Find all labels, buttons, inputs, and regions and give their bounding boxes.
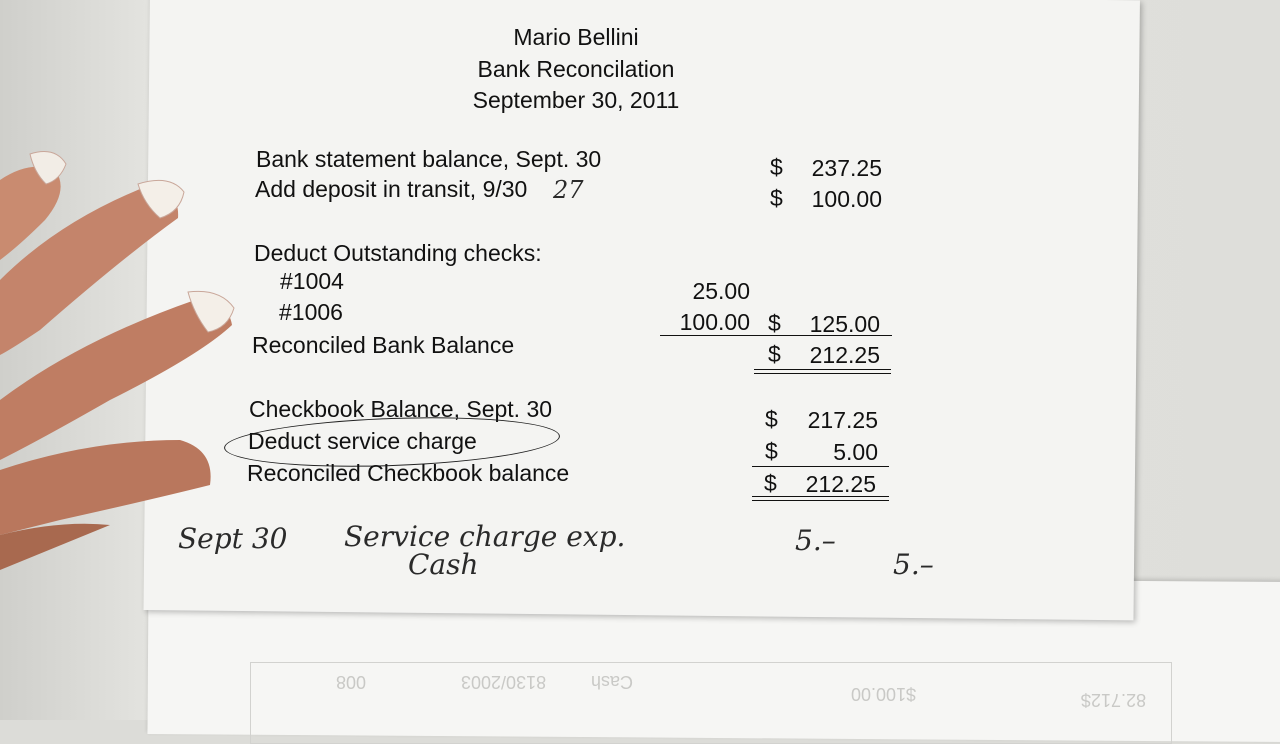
document-name: Mario Bellini [513, 24, 639, 50]
document-date: September 30, 2011 [472, 87, 680, 113]
currency-symbol: $ [768, 310, 781, 336]
journal-date: Sept 30 [178, 522, 288, 555]
deposit-handwritten-correction: 27 [553, 176, 584, 204]
currency-symbol: $ [770, 154, 783, 180]
bank-statement-label: Bank statement balance, Sept. 30 [256, 146, 602, 172]
reconciled-bank-label: Reconciled Bank Balance [252, 332, 515, 358]
under-sheet-cell: $100.00 [851, 684, 917, 704]
checkbook-balance-amount: 217.25 [807, 407, 878, 433]
reconciled-checkbook-label: Reconciled Checkbook balance [247, 460, 570, 486]
journal-credit-amount: 5.– [893, 548, 934, 581]
hand-fingers [0, 140, 240, 720]
under-sheet-table [250, 662, 1172, 744]
check-amount: 25.00 [692, 278, 750, 304]
check-number: #1006 [279, 299, 343, 325]
currency-symbol: $ [764, 470, 777, 496]
currency-symbol: $ [768, 341, 781, 367]
under-sheet-cell: 8130/2003 [461, 672, 547, 692]
under-sheet-cell: 82.712$ [1081, 690, 1147, 710]
deposit-amount: 100.00 [811, 186, 882, 212]
journal-debit-amount: 5.– [795, 524, 836, 557]
subtotal-rule [660, 335, 892, 336]
check-amount: 100.00 [679, 309, 750, 335]
deposit-label: Add deposit in transit, 9/30 [255, 176, 528, 202]
checkbook-balance-label: Checkbook Balance, Sept. 30 [249, 396, 553, 422]
journal-debit-account: Service charge exp. [344, 520, 626, 553]
currency-symbol: $ [765, 406, 778, 432]
total-double-rule [754, 369, 891, 374]
service-charge-amount: 5.00 [833, 439, 878, 465]
bank-statement-amount: 237.25 [811, 155, 882, 181]
currency-symbol: $ [770, 185, 783, 211]
total-double-rule [752, 496, 889, 501]
subtotal-rule [752, 466, 889, 467]
document-title: Bank Reconcilation [477, 56, 675, 82]
reconciled-bank-amount: 212.25 [809, 342, 880, 368]
under-sheet-cell: 008 [336, 672, 367, 692]
currency-symbol: $ [765, 438, 778, 464]
check-number: #1004 [280, 268, 344, 294]
journal-credit-account: Cash [408, 548, 479, 581]
service-charge-label: Deduct service charge [248, 428, 477, 454]
outstanding-total-amount: 125.00 [809, 311, 880, 337]
under-sheet-cell: Cash [591, 672, 634, 692]
reconciled-checkbook-amount: 212.25 [805, 471, 876, 497]
outstanding-checks-label: Deduct Outstanding checks: [254, 240, 542, 266]
